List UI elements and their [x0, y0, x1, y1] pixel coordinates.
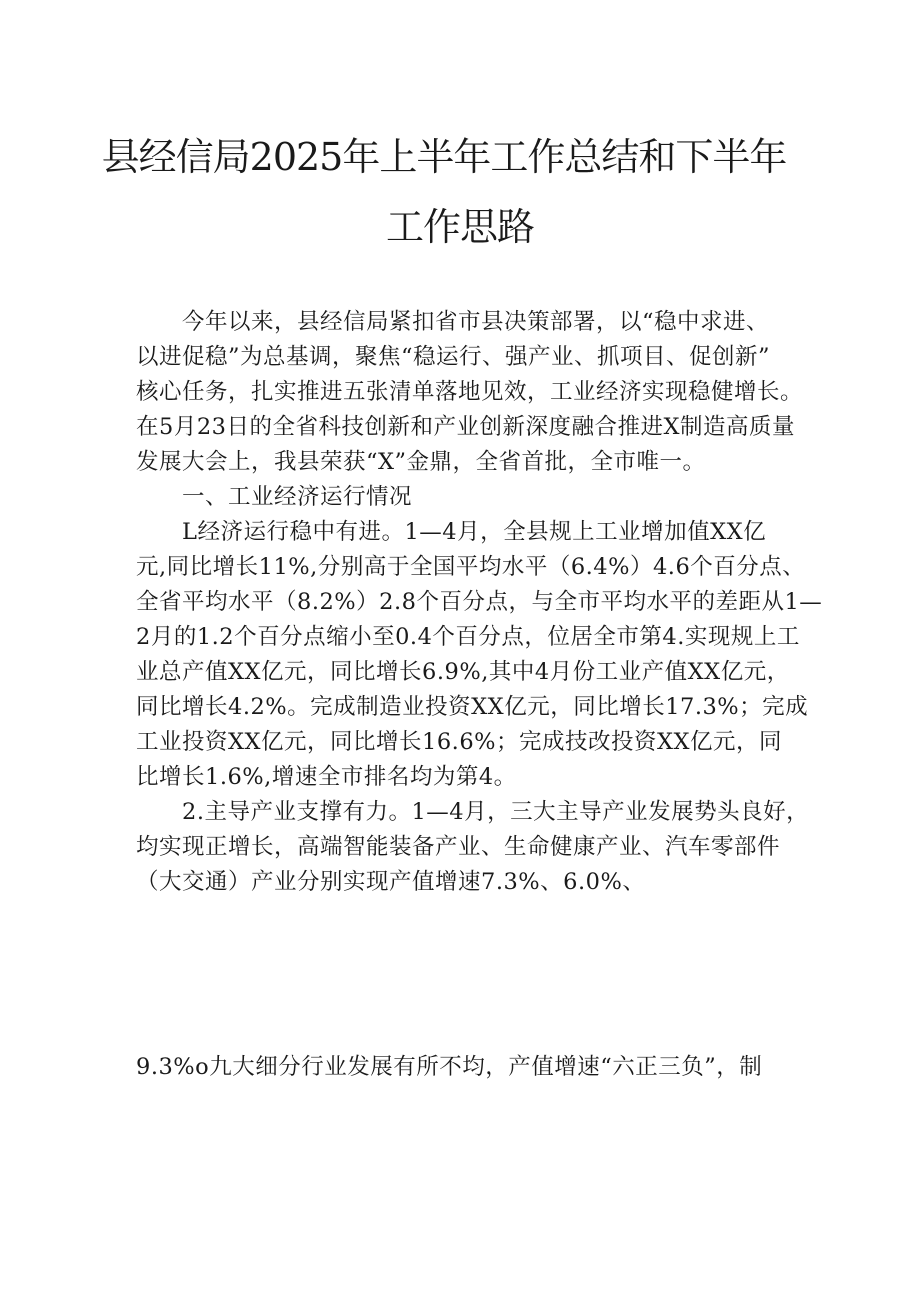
paragraph-line: 比增长1.6%,增速全市排名均为第4。 — [136, 764, 517, 790]
paragraph-line: 均实现正增长，高端智能装备产业、生命健康产业、汽车零部件 — [136, 834, 781, 860]
paragraph-line: 业总产值XX亿元，同比增长6.9%,其中4月份工业产值XX亿元， — [136, 659, 790, 685]
paragraph-line: （大交通）产业分别实现产值增速7.3%、6.0%、 — [136, 869, 646, 895]
paragraph-line: 今年以来，县经信局紧扣省市县决策部署，以“稳中求进、 — [182, 309, 770, 335]
document-title-line-2: 工作思路 — [385, 205, 534, 249]
paragraph-line: 以进促稳”为总基调，聚焦“稳运行、强产业、抓项目、促创新” — [136, 344, 771, 370]
paragraph-line: 发展大会上，我县荣获“X”金鼎，全省首批，全市唯一。 — [136, 449, 706, 475]
paragraph-line: 核心任务，扎实推进五张清单落地见效，工业经济实现稳健增长。 — [136, 379, 804, 405]
paragraph-line: 同比增长4.2%。完成制造业投资XX亿元，同比增长17.3%；完成 — [136, 694, 809, 720]
paragraph-line: 元,同比增长11%,分别高于全国平均水平（6.4%）4.6个百分点、 — [136, 554, 806, 580]
paragraph-line: 2月的1.2个百分点缩小至0.4个百分点，位居全市第4.实现规上工 — [136, 624, 800, 650]
paragraph-line: 在5月23日的全省科技创新和产业创新深度融合推进X制造高质量 — [136, 414, 795, 440]
paragraph-line: 2.主导产业支撑有力。1—4月，三大主导产业发展势头良好， — [182, 799, 810, 825]
document-title-line-1: 县经信局2025年上半年工作总结和下半年 — [101, 135, 787, 179]
paragraph-line: 工业投资XX亿元，同比增长16.6%；完成技改投资XX亿元，同 — [136, 729, 783, 755]
paragraph-line: 9.3%o九大细分行业发展有所不均，产值增速“六正三负”，制 — [136, 1054, 763, 1080]
paragraph-line: L经济运行稳中有进。1—4月，全县规上工业增加值XX亿 — [182, 519, 767, 545]
section-heading: 一、工业经济运行情况 — [182, 484, 413, 510]
paragraph-line: 全省平均水平（8.2%）2.8个百分点，与全市平均水平的差距从1— — [136, 589, 823, 615]
